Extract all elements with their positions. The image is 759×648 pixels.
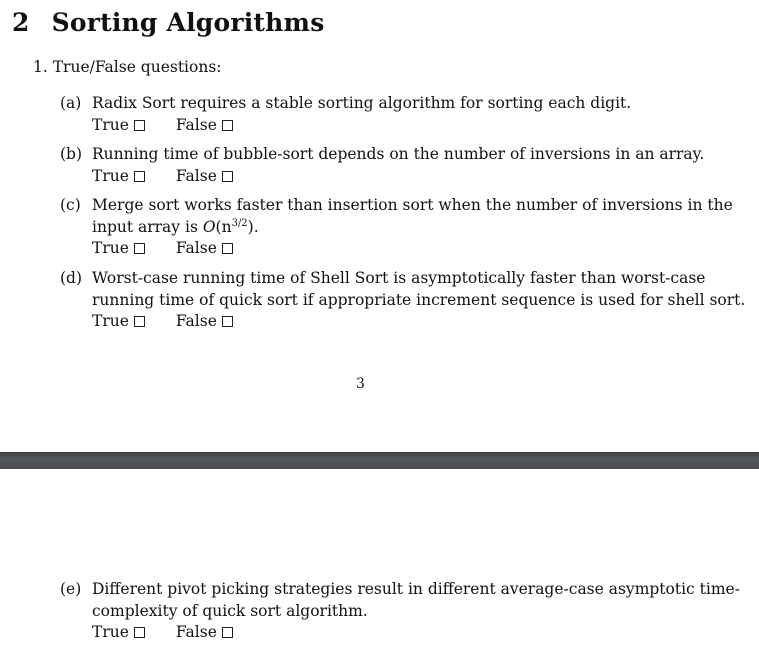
answer-options — [92, 311, 720, 333]
question-text — [92, 93, 720, 115]
question-line: Running time of bubble-sort depends on the number of inversions in an array. — [92, 145, 705, 163]
question-text — [92, 579, 740, 622]
true-label: True — [92, 623, 129, 641]
true-option[interactable] — [92, 115, 145, 137]
true-checkbox[interactable] — [134, 316, 145, 327]
false-option[interactable] — [176, 166, 233, 188]
question-c — [60, 195, 733, 260]
question-line: running time of quick sort if appropriate increment sequence is used for shell sort. — [92, 290, 746, 309]
true-label: True — [92, 166, 129, 185]
document-page-4 — [0, 469, 759, 648]
question-line: Worst-case running time of Shell Sort is asymptotically faster than worst-case — [92, 269, 706, 287]
true-label: True — [92, 239, 129, 257]
answer-options — [92, 115, 720, 137]
section-number: 2 — [12, 8, 30, 37]
true-label: True — [92, 312, 129, 330]
false-checkbox[interactable] — [222, 171, 233, 182]
question-label: (e) — [60, 580, 82, 598]
question-label: (d) — [60, 269, 83, 287]
answer-options — [92, 166, 720, 188]
false-checkbox[interactable] — [222, 120, 233, 131]
math-exponent: 3/2 — [231, 217, 248, 229]
question-line: Merge sort works faster than insertion sort when the number of inversions in the — [92, 196, 733, 214]
question-text — [92, 268, 746, 311]
question-label: (b) — [60, 145, 83, 163]
question-line-math: input array is $O(n^{3/2})$. — [92, 217, 259, 236]
true-checkbox[interactable] — [134, 120, 145, 131]
question-e — [60, 579, 740, 644]
true-checkbox[interactable] — [134, 171, 145, 182]
question-text — [92, 195, 733, 238]
true-label: True — [92, 115, 129, 134]
false-label: False — [175, 623, 217, 641]
true-option[interactable] — [92, 622, 145, 644]
math-big-o: O — [202, 217, 216, 236]
false-option[interactable] — [176, 115, 233, 137]
page-separator — [0, 452, 759, 469]
false-option[interactable] — [176, 622, 233, 644]
question-line: complexity of quick sort algorithm. — [92, 601, 368, 620]
false-checkbox[interactable] — [222, 627, 233, 638]
false-option[interactable] — [176, 238, 233, 260]
question-label: (a) — [60, 94, 82, 112]
true-option[interactable] — [92, 166, 145, 188]
list-item-true-false: 1. True/False questions: — [33, 58, 222, 76]
answer-options — [92, 238, 720, 260]
answer-options — [92, 622, 720, 644]
question-b — [60, 144, 720, 187]
false-label: False — [175, 312, 217, 330]
false-checkbox[interactable] — [222, 316, 233, 327]
page-number: 3 — [356, 376, 365, 392]
question-a — [60, 93, 720, 136]
question-label: (c) — [60, 196, 81, 214]
section-title: Sorting Algorithms — [51, 8, 325, 37]
section-heading — [12, 8, 324, 37]
true-checkbox[interactable] — [134, 243, 145, 254]
false-checkbox[interactable] — [222, 243, 233, 254]
true-option[interactable] — [92, 238, 145, 260]
true-checkbox[interactable] — [134, 627, 145, 638]
question-d — [60, 268, 746, 333]
false-label: False — [175, 239, 217, 257]
question-line: Different pivot picking strategies result in different average-case asymptotic time- — [92, 580, 740, 598]
false-option[interactable] — [176, 311, 233, 333]
true-option[interactable] — [92, 311, 145, 333]
false-label: False — [175, 166, 217, 185]
question-line: Radix Sort requires a stable sorting algorithm for sorting each digit. — [92, 94, 632, 112]
question-text — [92, 144, 720, 166]
false-label: False — [175, 115, 217, 134]
